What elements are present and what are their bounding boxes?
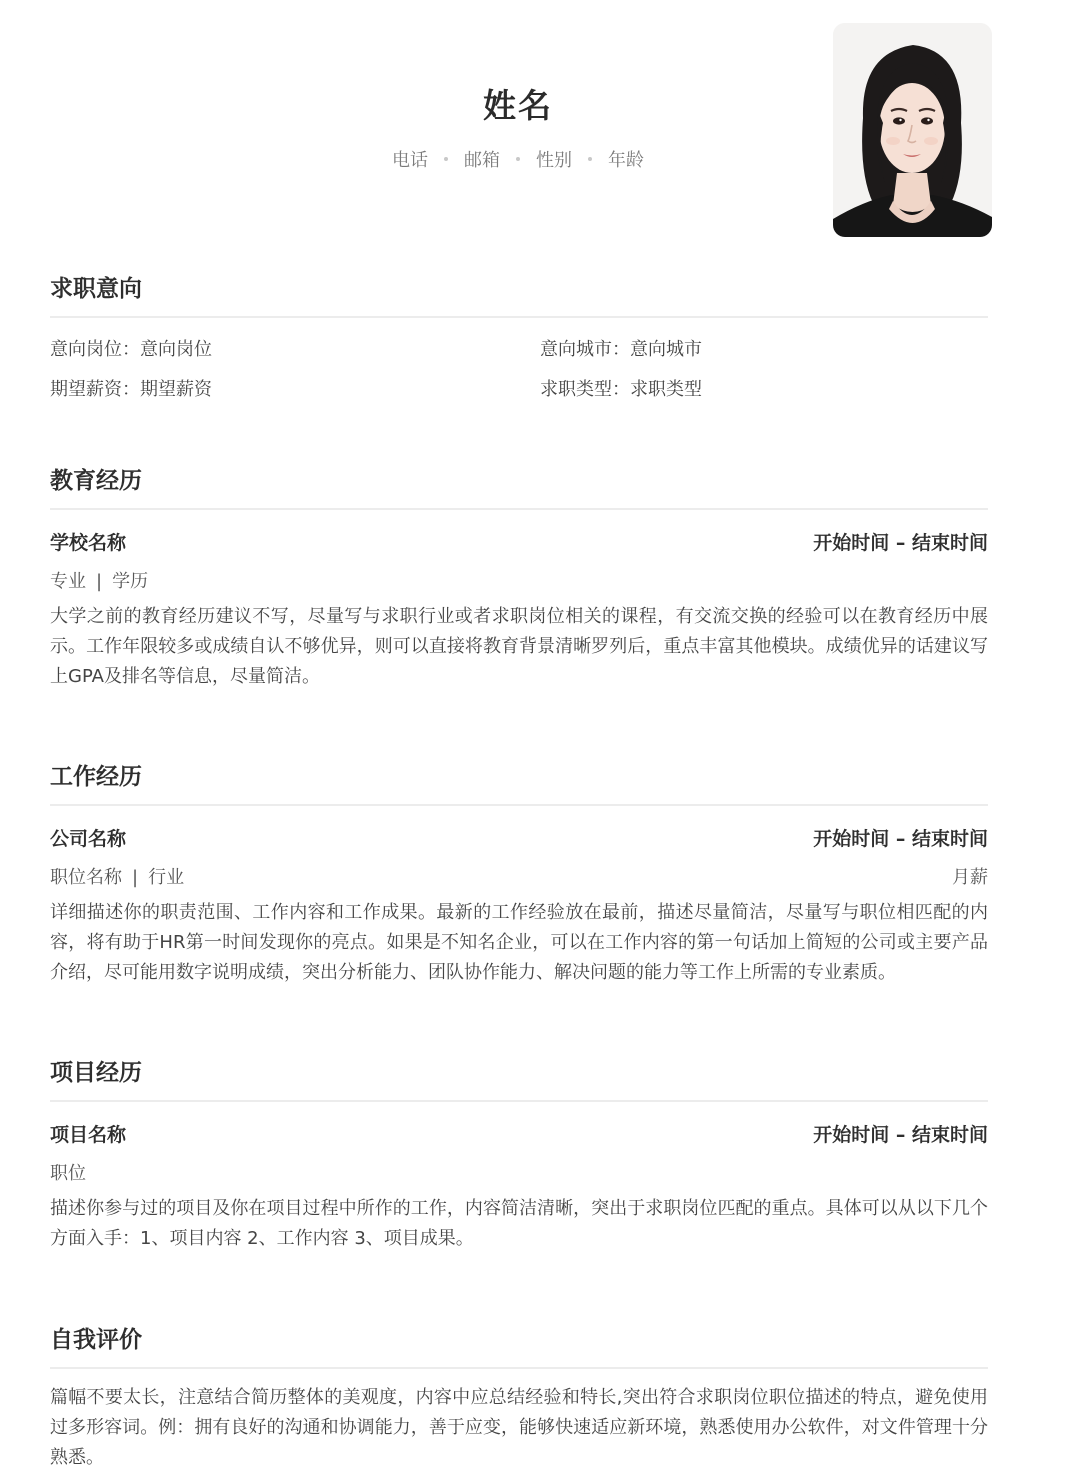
intent-row xyxy=(50,370,988,410)
intent-position-value: 意向岗位 xyxy=(140,339,212,360)
separator-dot xyxy=(516,157,520,161)
work-period: 开始时间 – 结束时间 xyxy=(813,828,988,850)
education-description: 大学之前的教育经历建议不写，尽量写与求职行业或者求职岗位相关的课程，有交流交换的经验可以在教育经历中展示。工作年限较多或成绩自认不够优异，则可以直接将教育背景清晰罗列后，重点丰富其他模块。成绩优异的话建议写上GPA及排名等信息，尽量简洁。 xyxy=(50,606,988,687)
section-title: 教育经历 xyxy=(50,468,142,494)
work-salary: 月薪 xyxy=(952,867,988,888)
school-name: 学校名称 xyxy=(50,532,127,554)
section-project xyxy=(50,1056,988,1254)
intent-position-label: 意向岗位： xyxy=(50,339,140,360)
intent-type xyxy=(540,370,702,410)
separator-dot xyxy=(444,157,448,161)
section-education xyxy=(50,464,988,692)
education-major: 专业 xyxy=(50,571,86,592)
education-degree: 学历 xyxy=(112,571,149,592)
portrait-illustration xyxy=(833,23,992,237)
work-description: 详细描述你的职责范围、工作内容和工作成果。最新的工作经验放在最前，描述尽量简洁，尽量写与职位相匹配的内容，将有助于HR第一时间发现你的亮点。如果是不知名企业，可以在工作内容的第一句话加上简短的公司或主要产品介绍，尽可能用数字说明成绩，突出分析能力、团队协作能力、解决问题的能力等工作上所需的专业素质。 xyxy=(50,902,988,983)
company-name: 公司名称 xyxy=(50,828,127,850)
section-title: 自我评价 xyxy=(50,1327,142,1353)
project-period: 开始时间 – 结束时间 xyxy=(813,1124,988,1146)
self-evaluation-description: 篇幅不要太长，注意结合简历整体的美观度，内容中应总结经验和特长,突出符合求职岗位职位描述的特点，避免使用过多形容词。例：拥有良好的沟通和协调能力，善于应变，能够快速适应新环境，熟悉使用办公软件，对文件管理十分熟悉。 xyxy=(50,1387,988,1468)
education-entry-head xyxy=(50,524,988,562)
project-name: 项目名称 xyxy=(50,1124,127,1146)
education-period: 开始时间 – 结束时间 xyxy=(813,532,988,554)
contact-age: 年龄 xyxy=(608,150,644,171)
work-industry: 行业 xyxy=(148,867,185,888)
work-job-title: 职位名称 xyxy=(50,867,122,888)
intent-type-label: 求职类型： xyxy=(540,379,630,400)
contact-email: 邮箱 xyxy=(464,150,500,171)
education-entry-sub xyxy=(50,562,988,602)
section-title: 项目经历 xyxy=(50,1060,142,1086)
intent-salary xyxy=(50,370,212,410)
section-job-intent xyxy=(50,272,988,410)
intent-city xyxy=(540,330,702,370)
divider-bar: | xyxy=(132,867,139,888)
intent-salary-value: 期望薪资 xyxy=(140,379,212,400)
section-title: 求职意向 xyxy=(50,276,142,302)
intent-type-value: 求职类型 xyxy=(630,379,702,400)
intent-row xyxy=(50,330,988,370)
intent-position xyxy=(50,330,212,370)
intent-city-label: 意向城市： xyxy=(540,339,630,360)
profile-photo xyxy=(833,23,992,237)
contact-phone: 电话 xyxy=(392,150,428,171)
section-self-evaluation xyxy=(50,1323,988,1473)
resume-header xyxy=(0,0,1036,250)
section-work xyxy=(50,760,988,988)
divider-bar: | xyxy=(96,571,103,592)
project-entry-sub xyxy=(50,1154,988,1194)
project-entry-head xyxy=(50,1116,988,1154)
candidate-name: 姓名 xyxy=(483,86,553,125)
work-entry-head xyxy=(50,820,988,858)
work-entry-sub xyxy=(50,858,988,898)
project-role: 职位 xyxy=(50,1163,86,1184)
separator-dot xyxy=(588,157,592,161)
project-description: 描述你参与过的项目及你在项目过程中所作的工作，内容简洁清晰，突出于求职岗位匹配的重点。具体可以从以下几个方面入手：1、项目内容 2、工作内容 3、项目成果。 xyxy=(50,1198,988,1249)
intent-salary-label: 期望薪资： xyxy=(50,379,140,400)
contact-gender: 性别 xyxy=(536,150,572,171)
intent-city-value: 意向城市 xyxy=(630,339,702,360)
section-title: 工作经历 xyxy=(50,764,142,790)
